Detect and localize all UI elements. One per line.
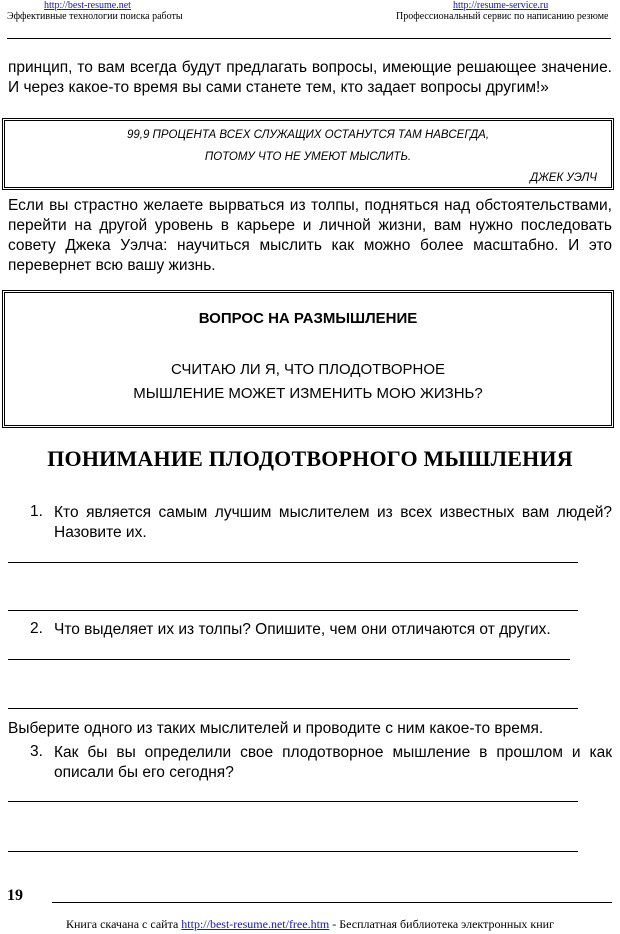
footer-prefix: Книга скачана с сайта	[66, 917, 182, 931]
answer-line-2a[interactable]	[8, 659, 570, 660]
quote-author: ДЖЕК УЭЛЧ	[530, 172, 597, 184]
footer-suffix: - Бесплатная библиотека электронных книг	[329, 917, 554, 931]
body-paragraph: Если вы страстно желаете вырваться из толпы, подняться над обстоятельствами, перейти на другой уровень в карьере и личной жизни, вам нужно последовать совету Джека Уэлча: научиться мыслить как можно более масштабно. И это перевернет всю вашу жизнь.	[8, 197, 612, 274]
question-3-text: Как бы вы определили свое плодотворное мышление в прошлом и как описали бы его сегодня?	[54, 744, 612, 781]
quote-line-2: ПОТОМУ ЧТО НЕ УМЕЮТ МЫСЛИТЬ.	[204, 151, 412, 163]
answer-line-3a[interactable]	[8, 801, 578, 802]
reflection-line-2: МЫШЛЕНИЕ МОЖЕТ ИЗМЕНИТЬ МОЮ ЖИЗНЬ?	[133, 385, 483, 402]
instruction-text: Выберите одного из таких мыслителей и проводите с ним какое-то время.	[8, 720, 544, 737]
quote-line-1: 99,9 ПРОЦЕНТА ВСЕХ СЛУЖАЩИХ ОСТАНУТСЯ ТАМ НАВСЕГДА,	[126, 129, 490, 141]
footer-link[interactable]: http://best-resume.net/free.htm	[181, 917, 330, 931]
page-number: 19	[7, 887, 23, 904]
header-divider	[7, 38, 611, 39]
intro-paragraph: принцип, то вам всегда будут предлагать вопросы, имеющие решающее значение. И через какое-то время вы сами станете тем, кто задает вопросы другим!»	[8, 59, 612, 96]
header-left-subtitle: Эффективные технологии поиска работы	[7, 11, 183, 22]
footer-divider	[52, 902, 612, 903]
quote-box	[2, 118, 614, 190]
answer-line-1a[interactable]	[8, 562, 578, 563]
header-right-subtitle: Профессиональный сервис по написанию резюме	[396, 11, 609, 22]
reflection-title: ВОПРОС НА РАЗМЫШЛЕНИЕ	[198, 310, 418, 327]
question-1-text: Кто является самым лучшим мыслителем из всех известных вам людей? Назовите их.	[54, 504, 612, 541]
header-left-link[interactable]: http://best-resume.net	[44, 0, 131, 11]
question-2-text: Что выделяет их из толпы? Опишите, чем они отличаются от других.	[54, 621, 551, 638]
answer-line-3b[interactable]	[8, 851, 578, 852]
question-1-number: 1.	[30, 503, 43, 520]
question-3-number: 3.	[30, 743, 43, 760]
question-2-number: 2.	[30, 620, 43, 637]
answer-line-1b[interactable]	[8, 610, 578, 611]
answer-line-2b[interactable]	[8, 708, 578, 709]
section-title: ПОНИМАНИЕ ПЛОДОТВОРНОГО МЫШЛЕНИЯ	[47, 446, 573, 471]
footer-text	[0, 917, 620, 932]
reflection-line-1: СЧИТАЮ ЛИ Я, ЧТО ПЛОДОТВОРНОЕ	[170, 361, 446, 378]
reflection-box	[2, 290, 614, 428]
header-right-link[interactable]: http://resume-service.ru	[453, 0, 549, 11]
